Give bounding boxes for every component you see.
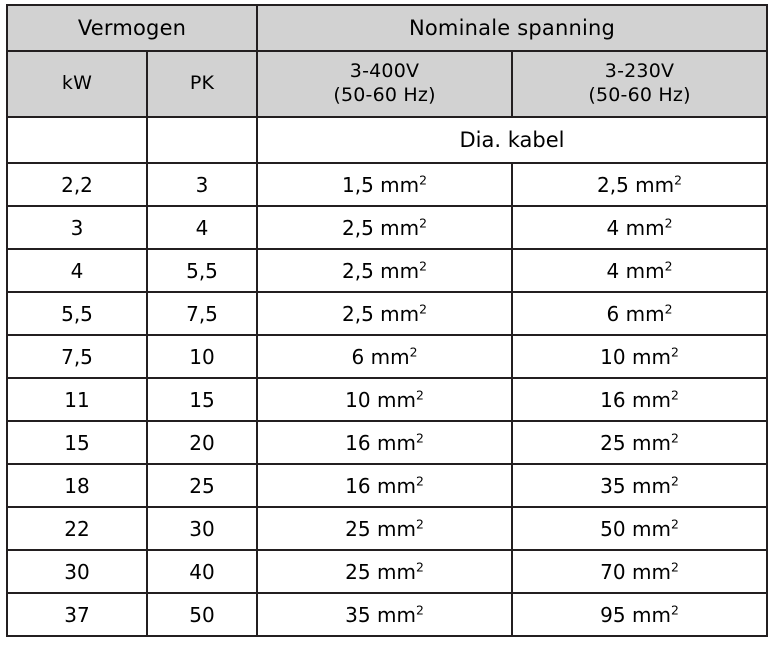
cell-cable-3-400v-value: 10 [345, 387, 371, 412]
cell-cable-3-400v-value: 16 [345, 430, 371, 455]
cell-cable-3-230v-value: 10 [600, 344, 626, 369]
cell-cable-3-230v-value: 95 [600, 602, 626, 627]
cell-cable-3-400v-unit: mm [380, 301, 420, 326]
cell-cable-3-400v [257, 593, 512, 636]
header-subcolumn-row [7, 51, 767, 117]
cell-kw: 18 [7, 464, 147, 507]
cell-pk: 15 [147, 378, 257, 421]
cell-cable-3-230v-value: 35 [600, 473, 626, 498]
header-col-pk: PK [147, 51, 257, 117]
cell-cable-3-400v-value: 2,5 [342, 258, 374, 283]
spacer-cell-pk [147, 117, 257, 163]
cell-cable-3-400v-exponent: 2 [415, 386, 424, 402]
header-group-row [7, 5, 767, 51]
cell-cable-3-230v [512, 593, 767, 636]
cell-cable-3-400v-exponent: 2 [415, 515, 424, 531]
cell-pk: 3 [147, 163, 257, 206]
cell-pk: 40 [147, 550, 257, 593]
header-col-3-230v [512, 51, 767, 117]
cell-cable-3-230v-exponent: 2 [664, 214, 673, 230]
cell-cable-3-400v-unit: mm [376, 516, 416, 541]
cell-pk: 25 [147, 464, 257, 507]
cell-cable-3-230v-unit: mm [631, 387, 671, 412]
cell-cable-3-230v [512, 550, 767, 593]
cell-kw: 3 [7, 206, 147, 249]
cell-cable-3-230v-unit: mm [625, 215, 665, 240]
cell-cable-3-400v-exponent: 2 [419, 214, 428, 230]
cell-cable-3-230v-exponent: 2 [670, 515, 679, 531]
cell-cable-3-400v [257, 464, 512, 507]
cell-cable-3-230v-exponent: 2 [670, 429, 679, 445]
cell-cable-3-230v-value: 6 [606, 301, 620, 326]
cell-cable-3-400v-unit: mm [376, 559, 416, 584]
cell-pk: 10 [147, 335, 257, 378]
cell-cable-3-230v-value: 70 [600, 559, 626, 584]
cell-cable-3-230v-unit: mm [631, 559, 671, 584]
header-group-power: Vermogen [7, 5, 257, 51]
cell-cable-3-400v-exponent: 2 [409, 343, 418, 359]
cell-cable-3-400v [257, 378, 512, 421]
cell-cable-3-400v [257, 163, 512, 206]
cell-cable-3-230v-unit: mm [635, 172, 675, 197]
cell-kw: 15 [7, 421, 147, 464]
cell-cable-3-400v-unit: mm [376, 473, 416, 498]
table-row [7, 335, 767, 378]
cell-cable-3-230v-exponent: 2 [674, 171, 683, 187]
cell-cable-3-230v [512, 378, 767, 421]
cell-cable-3-230v-exponent: 2 [670, 472, 679, 488]
cell-cable-3-230v-exponent: 2 [670, 386, 679, 402]
cell-cable-3-230v-unit: mm [631, 430, 671, 455]
cell-cable-3-400v-unit: mm [376, 602, 416, 627]
table-row [7, 507, 767, 550]
cell-cable-3-230v-value: 50 [600, 516, 626, 541]
cell-kw: 11 [7, 378, 147, 421]
cable-diameter-label-row [7, 117, 767, 163]
cell-cable-3-230v [512, 249, 767, 292]
cell-kw: 4 [7, 249, 147, 292]
cell-cable-3-400v-value: 2,5 [342, 215, 374, 240]
cell-cable-3-230v [512, 163, 767, 206]
table-row [7, 550, 767, 593]
cell-cable-3-230v-unit: mm [631, 602, 671, 627]
header-col-3-230v-line2: (50-60 Hz) [588, 84, 691, 106]
cell-cable-3-230v [512, 335, 767, 378]
cell-kw: 37 [7, 593, 147, 636]
cell-cable-3-400v-value: 6 [351, 344, 365, 369]
cell-pk: 20 [147, 421, 257, 464]
cell-cable-3-400v-unit: mm [376, 430, 416, 455]
cell-kw: 7,5 [7, 335, 147, 378]
spacer-cell-kw [7, 117, 147, 163]
table-row [7, 378, 767, 421]
cell-cable-3-400v [257, 335, 512, 378]
cell-cable-3-400v [257, 550, 512, 593]
cell-cable-3-230v-unit: mm [625, 301, 665, 326]
cell-cable-3-400v-exponent: 2 [419, 171, 428, 187]
cable-diameter-label: Dia. kabel [257, 117, 767, 163]
cell-cable-3-230v-value: 25 [600, 430, 626, 455]
cell-cable-3-230v-unit: mm [631, 516, 671, 541]
cell-cable-3-400v-value: 25 [345, 559, 371, 584]
cell-cable-3-230v-value: 16 [600, 387, 626, 412]
header-col-3-400v-line2: (50-60 Hz) [333, 84, 436, 106]
cell-kw: 30 [7, 550, 147, 593]
cell-kw: 5,5 [7, 292, 147, 335]
cell-cable-3-400v-exponent: 2 [419, 300, 428, 316]
cell-cable-3-230v-value: 4 [606, 258, 620, 283]
header-col-3-400v [257, 51, 512, 117]
cell-cable-3-400v-exponent: 2 [419, 257, 428, 273]
table-row [7, 421, 767, 464]
cell-cable-3-400v-unit: mm [380, 172, 420, 197]
cell-cable-3-400v-value: 35 [345, 602, 371, 627]
cell-cable-3-230v-value: 2,5 [597, 172, 629, 197]
cell-kw: 2,2 [7, 163, 147, 206]
cell-cable-3-230v-exponent: 2 [670, 601, 679, 617]
cell-cable-3-400v-unit: mm [376, 387, 416, 412]
cell-cable-3-400v [257, 292, 512, 335]
cell-cable-3-400v-exponent: 2 [415, 429, 424, 445]
cell-cable-3-230v [512, 421, 767, 464]
table-header [7, 5, 767, 117]
cell-pk: 5,5 [147, 249, 257, 292]
cell-cable-3-400v [257, 249, 512, 292]
table-body [7, 163, 767, 636]
cell-cable-3-230v-value: 4 [606, 215, 620, 240]
header-col-kw: kW [7, 51, 147, 117]
cell-cable-3-400v-value: 25 [345, 516, 371, 541]
table-row [7, 464, 767, 507]
header-col-3-230v-line1: 3-230V [604, 60, 675, 83]
cell-cable-3-230v-exponent: 2 [670, 558, 679, 574]
cell-pk: 4 [147, 206, 257, 249]
cell-cable-3-400v-value: 1,5 [342, 172, 374, 197]
cell-pk: 50 [147, 593, 257, 636]
cell-cable-3-400v-unit: mm [370, 344, 410, 369]
cell-cable-3-400v-unit: mm [380, 215, 420, 240]
cable-specification-table [6, 4, 768, 637]
cell-kw: 22 [7, 507, 147, 550]
cell-cable-3-230v-unit: mm [625, 258, 665, 283]
cell-cable-3-230v [512, 206, 767, 249]
cell-pk: 7,5 [147, 292, 257, 335]
table-subheader-body [7, 117, 767, 163]
cell-cable-3-400v-value: 2,5 [342, 301, 374, 326]
cell-cable-3-400v-exponent: 2 [415, 601, 424, 617]
table-row [7, 163, 767, 206]
table-row [7, 292, 767, 335]
cell-cable-3-400v-exponent: 2 [415, 558, 424, 574]
cell-cable-3-400v [257, 206, 512, 249]
cell-cable-3-230v [512, 292, 767, 335]
cell-cable-3-230v-unit: mm [631, 344, 671, 369]
table-row [7, 593, 767, 636]
cell-cable-3-400v-value: 16 [345, 473, 371, 498]
header-group-voltage: Nominale spanning [257, 5, 767, 51]
cell-cable-3-400v [257, 507, 512, 550]
cell-cable-3-400v-exponent: 2 [415, 472, 424, 488]
table-row [7, 249, 767, 292]
header-col-3-400v-line1: 3-400V [349, 60, 420, 83]
cell-cable-3-230v-exponent: 2 [664, 257, 673, 273]
cell-cable-3-230v [512, 464, 767, 507]
cell-cable-3-230v [512, 507, 767, 550]
cell-cable-3-230v-unit: mm [631, 473, 671, 498]
cell-cable-3-230v-exponent: 2 [664, 300, 673, 316]
cell-cable-3-400v-unit: mm [380, 258, 420, 283]
cell-cable-3-400v [257, 421, 512, 464]
table-row [7, 206, 767, 249]
cell-pk: 30 [147, 507, 257, 550]
cell-cable-3-230v-exponent: 2 [670, 343, 679, 359]
